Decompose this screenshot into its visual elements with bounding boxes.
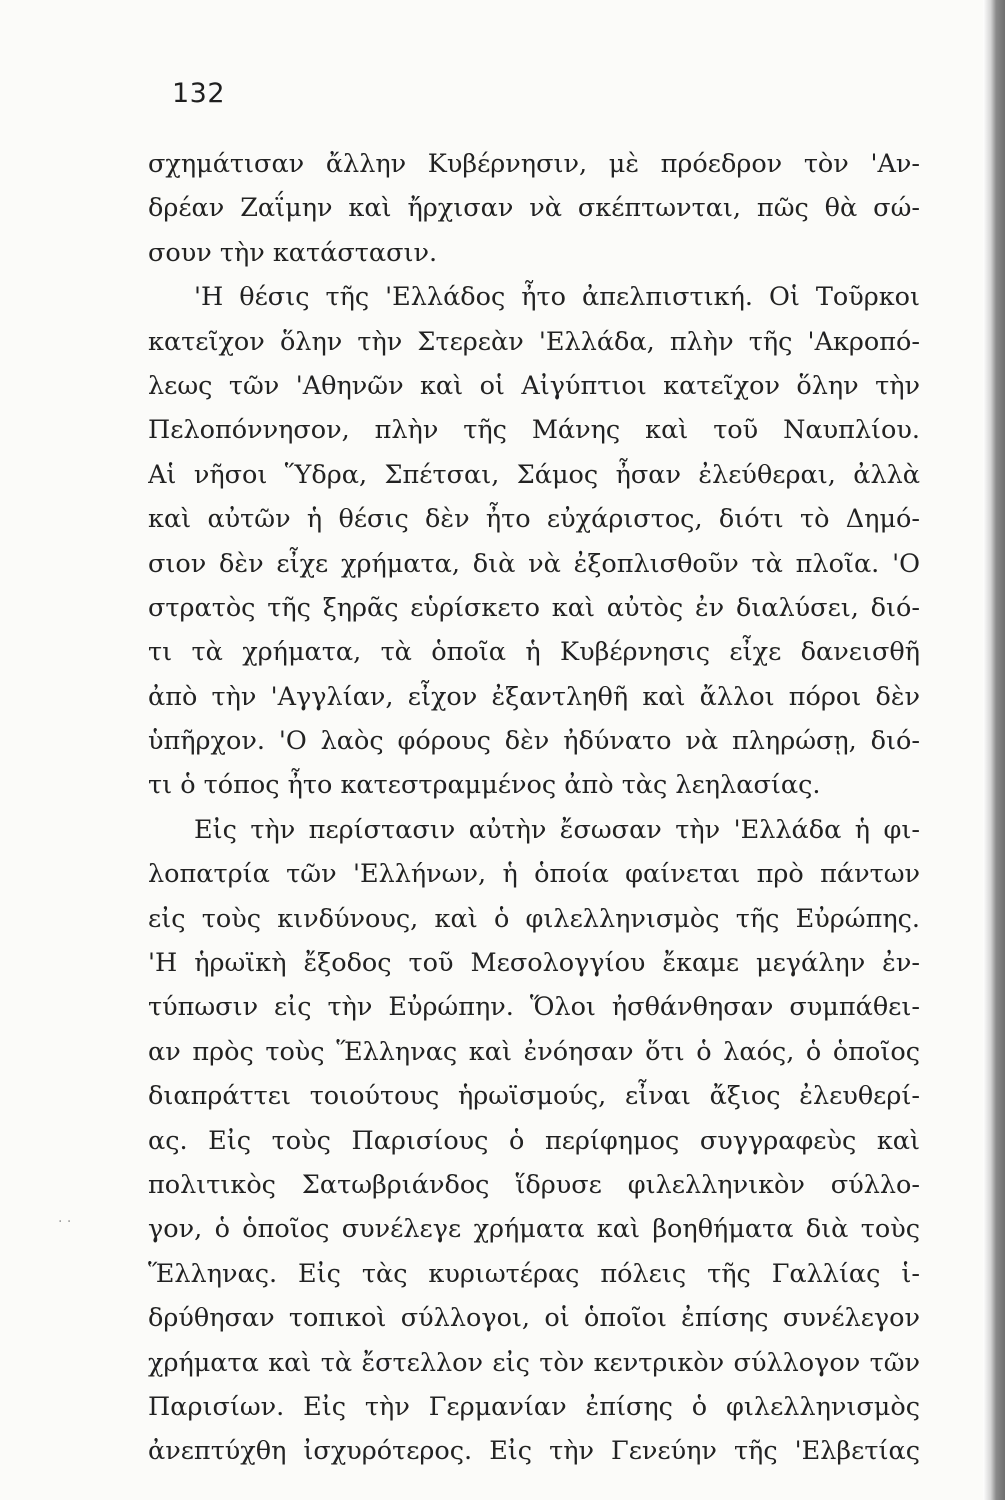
body-text bbox=[148, 142, 920, 1474]
text-line: καὶ αὐτῶν ἡ θέσις δὲν ἦτο εὐχάριστος, διότι τὸ Δημό- bbox=[148, 504, 920, 535]
text-line: Παρισίων. Εἰς τὴν Γερμανίαν ἐπίσης ὁ φιλελληνισμὸς bbox=[148, 1391, 920, 1422]
text-line: εἰς τοὺς κινδύνους, καὶ ὁ φιλελληνισμὸς τῆς Εὐρώπης. bbox=[148, 903, 920, 934]
text-line: χρήματα καὶ τὰ ἔστελλον εἰς τὸν κεντρικὸν σύλλογον τῶν bbox=[148, 1347, 920, 1378]
scan-speck-mark: · · bbox=[58, 1214, 72, 1230]
text-line: διαπράττει τοιούτους ἡρωϊσμούς, εἶναι ἄξιος ἐλευθερί- bbox=[148, 1081, 920, 1112]
text-line: Αἱ νῆσοι Ὕδρα, Σπέτσαι, Σάμος ἦσαν ἐλεύθεραι, ἀλλὰ bbox=[148, 459, 920, 490]
text-line: στρατὸς τῆς ξηρᾶς εὑρίσκετο καὶ αὐτὸς ἐν διαλύσει, διό- bbox=[148, 592, 920, 623]
text-line: πολιτικὸς Σατωβριάνδος ἵδρυσε φιλελληνικὸν σύλλο- bbox=[148, 1169, 920, 1200]
text-line: ἀνεπτύχθη ἰσχυρότερος. Εἰς τὴν Γενεύην τῆς 'Ελβετίας bbox=[148, 1436, 920, 1467]
text-line: σουν τὴν κατάστασιν. bbox=[148, 237, 438, 268]
text-line: τι ὁ τόπος ἦτο κατεστραμμένος ἀπὸ τὰς λεηλασίας. bbox=[148, 770, 821, 801]
text-line: 'Η ἡρωϊκὴ ἔξοδος τοῦ Μεσολογγίου ἔκαμε μεγάλην ἐν- bbox=[148, 948, 920, 979]
text-line: αν πρὸς τοὺς Ἕλληνας καὶ ἐνόησαν ὅτι ὁ λαός, ὁ ὁποῖος bbox=[148, 1036, 920, 1067]
text-line: κατεῖχον ὅλην τὴν Στερεὰν 'Ελλάδα, πλὴν τῆς 'Ακροπό- bbox=[148, 326, 920, 357]
text-line: Πελοπόννησον, πλὴν τῆς Μάνης καὶ τοῦ Ναυπλίου. bbox=[148, 415, 920, 446]
text-line: Ἕλληνας. Εἰς τὰς κυριωτέρας πόλεις τῆς Γαλλίας ἱ- bbox=[148, 1258, 920, 1289]
text-line: σιον δὲν εἶχε χρήματα, διὰ νὰ ἐξοπλισθοῦν τὰ πλοῖα. 'Ο bbox=[148, 548, 920, 579]
paragraph-start-line: Εἰς τὴν περίστασιν αὐτὴν ἔσωσαν τὴν 'Ελλάδα ἡ φι- bbox=[194, 814, 920, 845]
text-line: δρέαν Ζαΐμην καὶ ἤρχισαν νὰ σκέπτωνται, πῶς θὰ σώ- bbox=[148, 193, 920, 224]
text-line: γον, ὁ ὁποῖος συνέλεγε χρήματα καὶ βοηθήματα διὰ τοὺς bbox=[148, 1214, 920, 1245]
text-line: ὑπῆρχον. 'Ο λαὸς φόρους δὲν ἠδύνατο νὰ πληρώσῃ, διό- bbox=[148, 726, 920, 757]
page-number: 132 bbox=[172, 78, 226, 109]
text-line: λοπατρία τῶν 'Ελλήνων, ἡ ὁποία φαίνεται πρὸ πάντων bbox=[148, 859, 920, 890]
text-line: σχημάτισαν ἄλλην Κυβέρνησιν, μὲ πρόεδρον τὸν 'Αν- bbox=[148, 149, 920, 179]
paragraph-start-line: 'Η θέσις τῆς 'Ελλάδος ἦτο ἀπελπιστική. Οἱ Τοῦρκοι bbox=[194, 282, 920, 313]
text-line: λεως τῶν 'Αθηνῶν καὶ οἱ Αἰγύπτιοι κατεῖχον ὅλην τὴν bbox=[148, 370, 920, 401]
text-line: τι τὰ χρήματα, τὰ ὁποῖα ἡ Κυβέρνησις εἶχε δανεισθῆ bbox=[148, 637, 920, 668]
text-line: ας. Εἰς τοὺς Παρισίους ὁ περίφημος συγγραφεὺς καὶ bbox=[148, 1125, 920, 1156]
text-line: ἀπὸ τὴν 'Αγγλίαν, εἶχον ἐξαντληθῆ καὶ ἄλλοι πόροι δὲν bbox=[148, 681, 920, 712]
text-line: δρύθησαν τοπικοὶ σύλλογοι, οἱ ὁποῖοι ἐπίσης συνέλεγον bbox=[148, 1303, 920, 1334]
page-binding-shadow bbox=[983, 0, 1005, 1500]
text-line: τύπωσιν εἰς τὴν Εὐρώπην. Ὅλοι ἠσθάνθησαν συμπάθει- bbox=[148, 992, 920, 1023]
